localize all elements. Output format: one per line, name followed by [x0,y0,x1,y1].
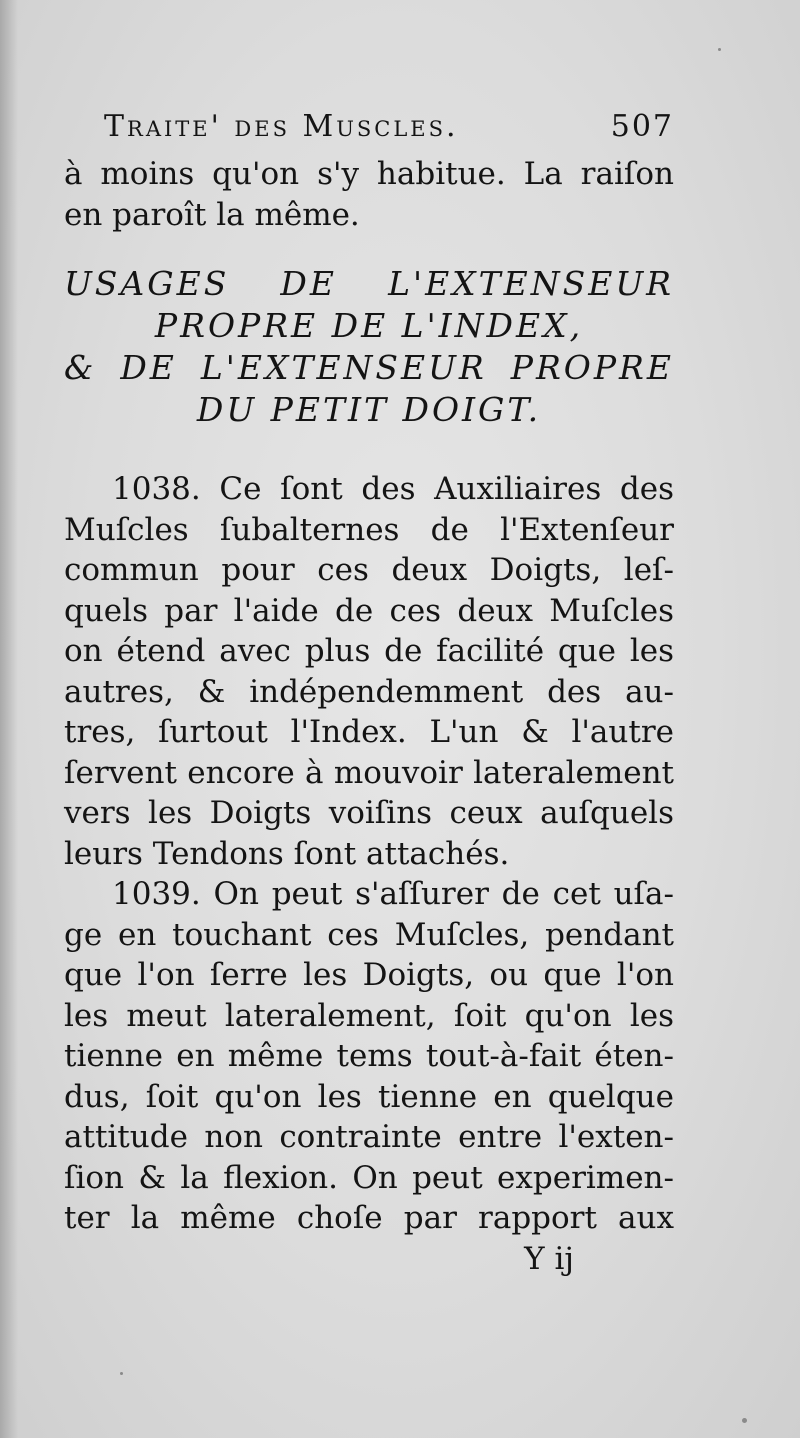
heading-line: DU PETIT DOIGT. [196,390,542,429]
paper-speck [120,1372,123,1375]
text-line: ge en touchant ces Muſcles, pendant [64,916,674,953]
text-line: leurs Tendons ſont attachés. [64,835,510,872]
text-line: autres, & indépendemment des au- [64,673,674,710]
heading-line: & DE L'EXTENSEUR PROPRE [64,348,674,387]
text-line: tienne en même tems tout-à-fait éten- [64,1038,674,1074]
text-line: commun pour ces deux Doigts, leſ- [64,552,674,588]
text-line: Muſcles ſubalternes de l'Extenſeur [64,511,674,548]
paper-speck [742,1418,747,1423]
paper-speck [718,48,721,51]
section-heading [64,263,674,431]
text-line: dus, ſoit qu'on les tienne en quelque [64,1078,674,1115]
paragraph-1039 [64,874,674,1239]
text-block [64,100,674,1279]
text-line: attitude non contrainte entre l'exten- [64,1119,674,1155]
text-line: tres, ſurtout l'Index. L'un & l'autre [64,714,674,750]
paragraph-1038 [64,469,674,874]
text-line: quels par l'aide de ces deux Muſcles [64,592,674,629]
running-head [64,100,674,154]
text-line: les meut lateralement, ſoit qu'on les [64,997,674,1034]
text-line: en paroît la même. [64,196,360,233]
heading-line: USAGES DE L'EXTENSEUR [64,264,674,303]
text-line: à moins qu'on s'y habitue. La raiſon [64,156,674,192]
text-line: 1038. Ce ſont des Auxiliaires des [112,471,674,507]
gutter-shadow [0,0,18,1438]
text-line: 1039. On peut s'aſſurer de cet uſa- [112,876,674,912]
page-number: 507 [610,109,674,144]
text-line: vers les Doigts voiſins ceux auſquels [64,795,674,831]
text-line: on étend avec plus de facilité que les [64,633,674,669]
text-line: ter la même choſe par rapport aux [64,1200,674,1236]
text-line: que l'on ſerre les Doigts, ou que l'on [64,957,674,993]
heading-line: PROPRE DE L'INDEX, [154,306,584,345]
running-head-title: Traite' des Muscles. [104,109,459,144]
opening-text [64,154,674,235]
text-line: ſion & la flexion. On peut experimen- [64,1159,674,1196]
text-line: ſervent encore à mouvoir lateralement [64,754,674,791]
signature-mark: Y ij [524,1240,574,1277]
